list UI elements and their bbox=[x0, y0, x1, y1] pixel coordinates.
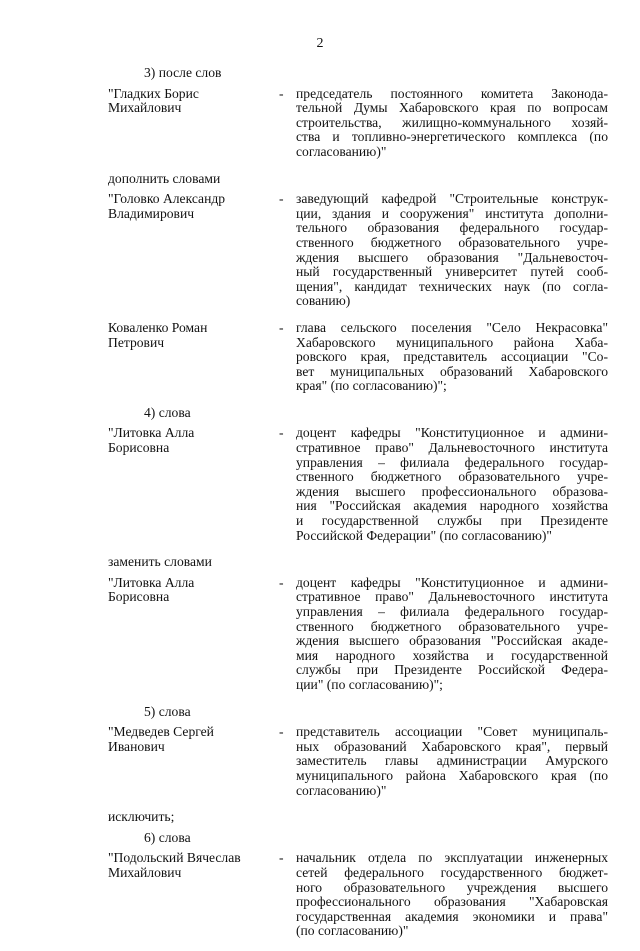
member-description-line: доцент кафедры "Конституционное и админи- bbox=[296, 574, 608, 590]
member-description-line: службы при Президенте Российской Федера- bbox=[296, 662, 608, 678]
member-description-line: сетей федерального государственного бюджет- bbox=[296, 864, 608, 880]
member-name-line: Петрович bbox=[108, 334, 165, 350]
member-description bbox=[296, 576, 608, 693]
member-entry bbox=[108, 426, 608, 543]
member-description-line: строительства, жилищно-коммунального хозяй- bbox=[296, 114, 608, 130]
member-description-line: края" (по согласованию)"; bbox=[296, 378, 447, 394]
member-name-line: "Литовка Алла bbox=[108, 574, 195, 590]
dash-separator: - bbox=[279, 850, 284, 866]
member-description-line: ный государственный университет путей сооб- bbox=[296, 264, 608, 280]
member-description-line: ственного бюджетного образовательного учре- bbox=[296, 618, 608, 634]
member-description-line: доцент кафедры "Конституционное и админи- bbox=[296, 425, 608, 441]
member-description bbox=[296, 851, 608, 939]
page-number: 2 bbox=[316, 36, 324, 51]
member-description-line: Российской Федерации" (по согласованию)" bbox=[296, 527, 552, 543]
member-name-line: "Медведев Сергей bbox=[108, 724, 214, 740]
member-description bbox=[296, 192, 608, 309]
member-description-line: ждения высшего профессионального образова- bbox=[296, 483, 608, 499]
member-entry bbox=[108, 851, 608, 939]
member-name bbox=[108, 851, 279, 939]
dash-separator: - bbox=[279, 191, 284, 207]
member-description-line: председатель постоянного комитета Законода- bbox=[296, 85, 608, 101]
member-description bbox=[296, 87, 608, 160]
member-description bbox=[296, 321, 608, 394]
member-description-line: Хабаровского муниципального района Хаба- bbox=[296, 334, 608, 350]
member-description-line: управления – филиала федерального государ- bbox=[296, 454, 608, 470]
member-description-line: ственного бюджетного образовательного учре- bbox=[296, 234, 608, 250]
member-name-line: Борисовна bbox=[108, 440, 170, 456]
member-description-line: тельного образования федерального государ- bbox=[296, 220, 608, 236]
member-description bbox=[296, 426, 608, 543]
instruction-text: 5) слова bbox=[144, 703, 191, 719]
member-description-line: ждения высшего образования "Дальневосточ- bbox=[296, 249, 608, 265]
member-description-line: ждения высшего образования "Российская акаде- bbox=[296, 633, 608, 649]
member-description-line: мия народного хозяйства и государственной bbox=[296, 647, 608, 663]
member-name-line: Коваленко Роман bbox=[108, 319, 208, 335]
member-name-line: "Литовка Алла bbox=[108, 425, 195, 441]
member-name-line: "Гладких Борис bbox=[108, 85, 199, 101]
member-description-line: согласованию)" bbox=[296, 143, 387, 159]
member-name bbox=[108, 426, 279, 543]
member-entry bbox=[108, 725, 608, 798]
dash-separator: - bbox=[279, 319, 284, 335]
member-description-line: ных образований Хабаровского края", первый bbox=[296, 738, 608, 754]
instruction-text: дополнить словами bbox=[108, 170, 221, 186]
member-description-line: ства и топливно-энергетического комплекса (по bbox=[296, 129, 608, 145]
member-name bbox=[108, 321, 279, 394]
member-name-line: Михайлович bbox=[108, 864, 182, 880]
dash-separator: - bbox=[279, 574, 284, 590]
member-description-line: муниципального района Хабаровского края (по bbox=[296, 767, 608, 783]
document-body bbox=[108, 66, 608, 951]
member-description-line: щения", кандидат технических наук (по согла- bbox=[296, 278, 608, 294]
member-description-line: ровского края, представитель ассоциации "Со- bbox=[296, 349, 608, 365]
member-entry bbox=[108, 576, 608, 693]
instruction-text: заменить словами bbox=[108, 554, 212, 570]
member-description-line: ственного бюджетного образовательного учре- bbox=[296, 469, 608, 485]
member-description-line: глава сельского поселения "Село Некрасовка" bbox=[296, 319, 608, 335]
member-entry bbox=[108, 87, 608, 160]
member-name bbox=[108, 576, 279, 693]
member-description-line: (по согласованию)" bbox=[296, 923, 409, 939]
dash-separator: - bbox=[279, 724, 284, 740]
member-description-line: начальник отдела по эксплуатации инженерных bbox=[296, 850, 608, 866]
instruction-text: 6) слова bbox=[144, 829, 191, 845]
member-name-line: Михайлович bbox=[108, 100, 182, 116]
member-name bbox=[108, 192, 279, 309]
member-description-line: стративное право" Дальневосточного института bbox=[296, 589, 608, 605]
member-description bbox=[296, 725, 608, 798]
member-description-line: тельной Думы Хабаровского края по вопросам bbox=[296, 100, 608, 116]
member-description-line: вет муниципальных образований Хабаровского bbox=[296, 363, 608, 379]
member-name-line: "Подольский Вячеслав bbox=[108, 850, 241, 866]
member-name-line: "Головко Александр bbox=[108, 191, 226, 207]
dash-separator: - bbox=[279, 85, 284, 101]
member-name-line: Борисовна bbox=[108, 589, 170, 605]
member-name bbox=[108, 725, 279, 798]
member-description-line: ния "Российская академия народного хозяйства bbox=[296, 498, 608, 514]
instruction-text: исключить; bbox=[108, 809, 175, 825]
member-name bbox=[108, 87, 279, 160]
member-description-line: сованию) bbox=[296, 293, 351, 309]
member-name-line: Иванович bbox=[108, 738, 165, 754]
member-description-line: ного образовательного учреждения высшего bbox=[296, 879, 608, 895]
member-description-line: согласованию)" bbox=[296, 782, 387, 798]
member-description-line: заместитель главы администрации Амурского bbox=[296, 753, 608, 769]
member-description-line: и государственной службы при Президенте bbox=[296, 513, 608, 529]
instruction-text: 4) слова bbox=[144, 404, 191, 420]
member-description-line: стративное право" Дальневосточного института bbox=[296, 440, 608, 456]
member-description-line: заведующий кафедрой "Строительные конструк- bbox=[296, 191, 608, 207]
instruction-text: 3) после слов bbox=[144, 65, 222, 80]
member-entry bbox=[108, 192, 608, 309]
member-name-line: Владимирович bbox=[108, 205, 195, 221]
member-description-line: ции" (по согласованию)"; bbox=[296, 676, 443, 692]
member-entry bbox=[108, 321, 608, 394]
member-description-line: ции, здания и сооружения" института дополни- bbox=[296, 205, 608, 221]
member-description-line: профессионального образования "Хабаровская bbox=[296, 894, 608, 910]
member-description-line: государственная академия экономики и права" bbox=[296, 908, 608, 924]
member-description-line: представитель ассоциации "Совет муниципаль- bbox=[296, 724, 608, 740]
dash-separator: - bbox=[279, 425, 284, 441]
member-description-line: управления – филиала федерального государ- bbox=[296, 604, 608, 619]
